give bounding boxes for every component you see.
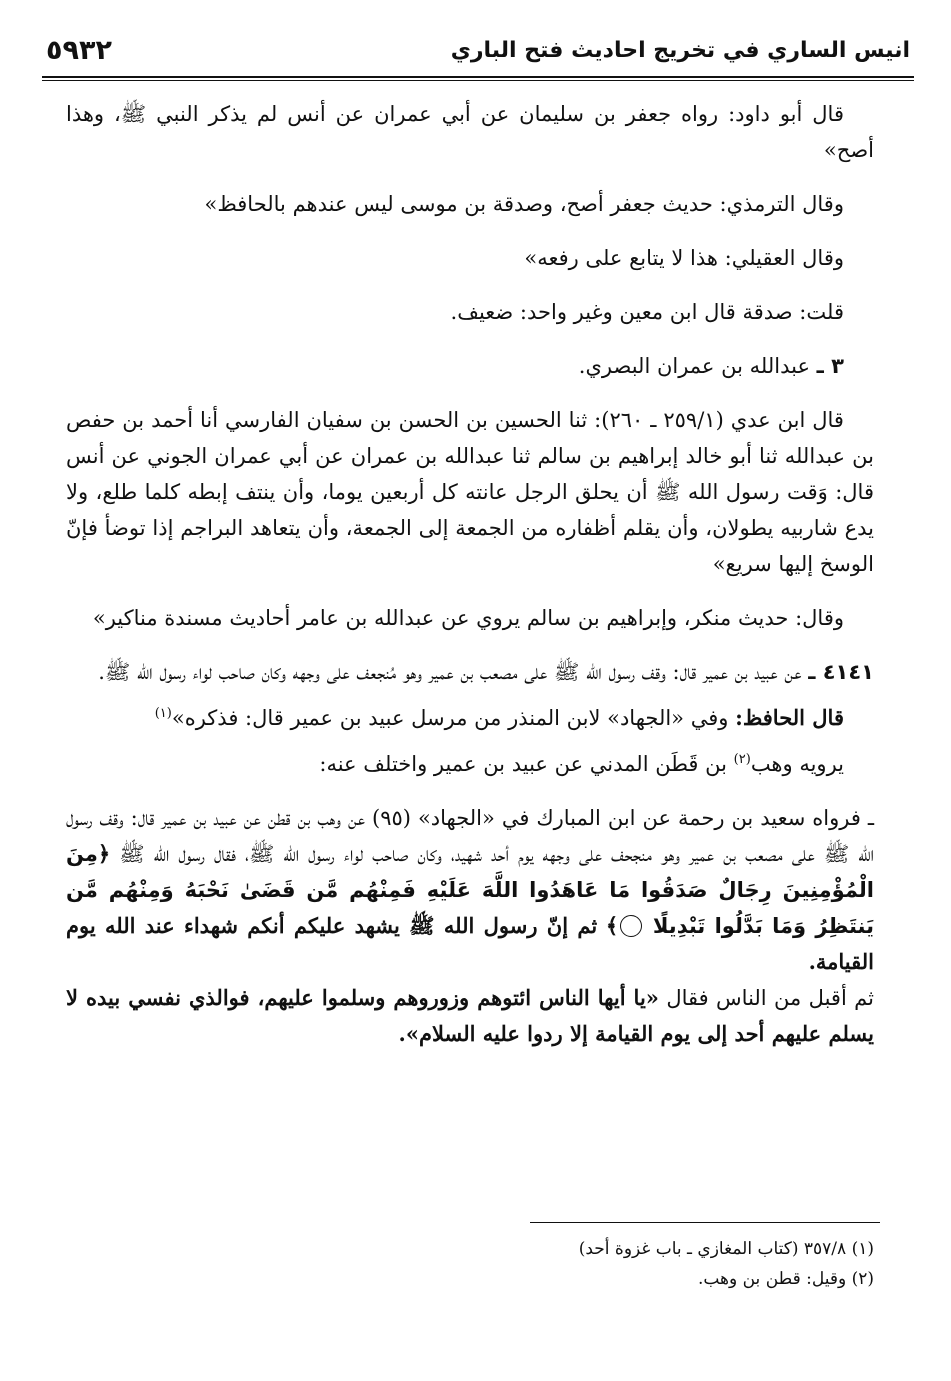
running-title: انيس الساري في تخريج احاديث فتح الباري: [450, 37, 910, 63]
saeed-text-bold: ثم إنّ رسول الله ﷺ يشهد عليكم أنكم شهداء عند الله يوم القيامة.: [66, 913, 874, 974]
paragraph-item-3: [66, 348, 874, 384]
header-rule: [42, 76, 914, 81]
wahb-text-a: يرويه وهب: [750, 752, 844, 776]
hadith-text: عن عبيد بن عمير قال: وقف رسول الله ﷺ على مصعب بن عمير وهو مُنجعف على وجهه وكان صاحب لواء رسول الله ﷺ.: [98, 660, 802, 684]
paragraph-abu-dawud: قال أبو داود: رواه جعفر بن سليمان عن أبي عمران عن أنس لم يذكر النبي ﷺ، وهذا أصح»: [66, 102, 874, 162]
paragraph-wahb: [66, 746, 874, 782]
paragraph-tirmidhi: وقال الترمذي: حديث جعفر أصح، وصدقة بن موسى ليس عندهم بالحافظ»: [204, 192, 844, 216]
paragraph-greeting: [66, 980, 874, 1052]
main-text: [66, 96, 874, 1070]
hadith-number: ٤١٤١ ـ: [808, 660, 874, 684]
footnote-ref-1: (١): [154, 706, 172, 721]
page-number: ٥٩٣٢: [46, 34, 112, 66]
quran-verse: ﴿مِنَ الْمُؤْمِنِينَ رِجَالٌ صَدَقُوا مَا عَاهَدُوا اللَّهَ عَلَيْهِ فَمِنْهُم مَّن قَضَىٰ نَحْبَهُ وَمِنْهُم مَّن يَنتَظِرُ وَمَا بَدَّلُوا تَبْدِيلًا: [66, 842, 874, 938]
footnote-2: (٢) وقيل: قطن بن وهب.: [697, 1269, 874, 1289]
ayah-number-mark: [620, 915, 642, 937]
paragraph-ibn-adi: قال ابن عدي (٢٥٩/١ ـ ٢٦٠): ثنا الحسين بن الحسن بن سفيان الفارسي أنا أحمد بن حفص بن عبدالله ثنا أبو خالد إبراهيم بن سالم ثنا عبدالله بن عمران عن أبي عمران الجوني عن أنس قال: وَقت رسول الله ﷺ أن يحلق الرجل عانته كل أربعين يوما، وأن ينتف إبطه كلما طلع، ولا يدع شاربيه يطولان، وأن يقلم أظفاره من الجمعة إلى الجمعة، وأن يتعاهد البراجم إذا توضأ فإنّ الوسخ إليها سريع»: [66, 408, 874, 576]
saeed-text: ـ فرواه سعيد بن رحمة عن ابن المبارك في «الجهاد» (٩٥) عن وهب بن قطن عن عبيد بن عمير قال: وقف رسول الله ﷺ على مصعب بن عمير وهو منجحف على وجهه يوم أحد شهيد، وكان صاحب لواء رسول الله ﷺ، فقال رسول الله ﷺ: [66, 806, 875, 866]
paragraph-saeed: [66, 800, 874, 980]
footnote-rule: [530, 1222, 880, 1223]
quran-bracket-close: ﴾: [605, 914, 619, 938]
page-header: [46, 30, 910, 70]
footnote-1: (١) ٣٥٧/٨ (كتاب المغازي ـ باب غزوة أحد): [578, 1239, 874, 1259]
wahb-text-b: بن قَطَن المدني عن عبيد بن عمير واختلف عنه:: [319, 752, 727, 776]
item-text: عبدالله بن عمران البصري.: [578, 354, 810, 378]
hadith-4141: [66, 654, 874, 690]
hafiz-label: قال الحافظ:: [735, 705, 844, 730]
greeting-text: ثم أقبل من الناس فقال: [666, 986, 874, 1010]
item-number: ٣ ـ: [816, 354, 844, 378]
paragraph-hafiz: [66, 700, 874, 736]
greeting-quote: «يا أيها الناس ائتوهم وزوروهم وسلموا عليهم، فوالذي نفسي بيده لا يسلم عليهم أحد إلى يوم القيامة إلا ردوا عليه السلام».: [66, 985, 874, 1046]
footnotes: [66, 1234, 874, 1294]
paragraph-munkar: وقال: حديث منكر، وإبراهيم بن سالم يروي عن عبدالله بن عامر أحاديث مسندة مناكير»: [92, 606, 844, 630]
paragraph-uqayli: وقال العقيلي: هذا لا يتابع على رفعه»: [524, 246, 844, 270]
paragraph-author-note: قلت: صدقة قال ابن معين وغير واحد: ضعيف.: [450, 300, 844, 324]
hafiz-text: وفي «الجهاد» لابن المنذر من مرسل عبيد بن عمير قال: فذكره»: [171, 706, 729, 730]
footnote-ref-2: (٢): [733, 752, 751, 767]
